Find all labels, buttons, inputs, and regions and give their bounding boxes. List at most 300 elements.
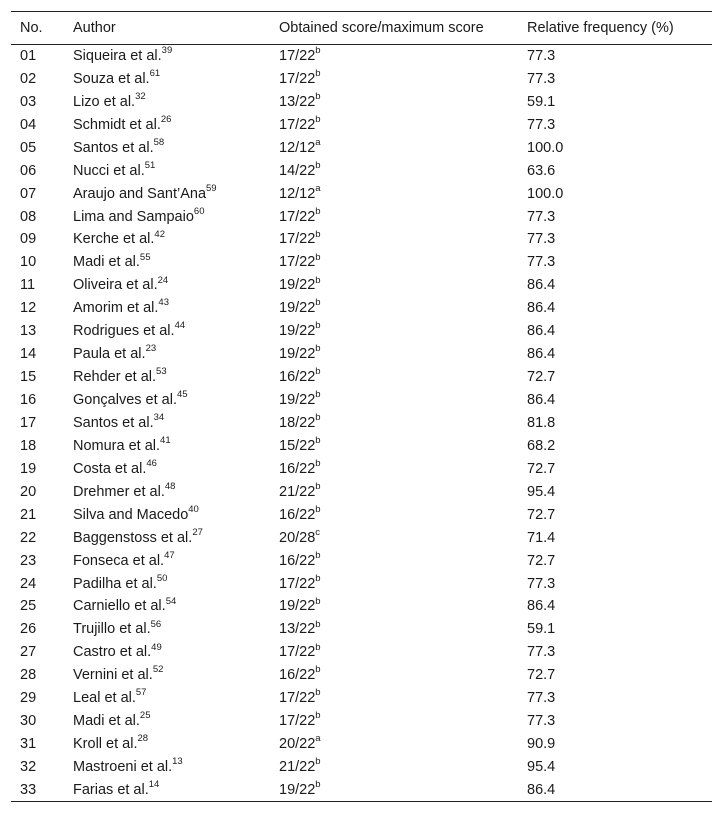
- author-name: Araujo and Sant’Ana: [73, 185, 207, 202]
- score-value: 19/22: [279, 392, 316, 409]
- score-value: 17/22: [279, 644, 316, 661]
- row-number: 15: [20, 369, 37, 386]
- author-name: Souza et al.: [73, 70, 150, 87]
- row-number: 32: [20, 759, 37, 776]
- score-footnote-mark: a: [315, 136, 321, 148]
- author-cell: [73, 343, 279, 366]
- score-footnote-mark: b: [315, 756, 321, 768]
- score-value: 19/22: [279, 781, 316, 798]
- score-cell: [279, 297, 527, 320]
- reference-number: 48: [164, 480, 176, 492]
- score-footnote-mark: a: [315, 733, 321, 745]
- author-cell: [73, 45, 279, 68]
- score-footnote-mark: b: [315, 113, 321, 125]
- score-value: 13/22: [279, 93, 316, 110]
- score-cell: [279, 733, 527, 756]
- table-row: [11, 366, 712, 389]
- author-cell: [73, 526, 279, 549]
- score-footnote-mark: b: [315, 205, 321, 217]
- author-cell: [73, 412, 279, 435]
- relative-frequency-cell: 72.7: [527, 506, 556, 523]
- row-number: 07: [20, 185, 37, 202]
- score-cell: [279, 113, 527, 136]
- row-number: 16: [20, 392, 37, 409]
- reference-number: 13: [172, 756, 183, 768]
- score-footnote-mark: b: [315, 480, 321, 492]
- relative-frequency-cell: 81.8: [527, 414, 556, 431]
- table-row: [11, 274, 712, 297]
- author-name: Kerche et al.: [73, 231, 155, 248]
- score-cell: [279, 664, 527, 687]
- table-row: [11, 45, 712, 68]
- author-cell: [73, 710, 279, 733]
- score-value: 17/22: [279, 70, 316, 87]
- relative-frequency-cell: 77.3: [527, 116, 556, 133]
- author-cell: [73, 113, 279, 136]
- relative-frequency-cell: 72.7: [527, 552, 556, 569]
- score-cell: [279, 67, 527, 90]
- score-footnote-mark: b: [315, 435, 321, 447]
- score-cell: [279, 90, 527, 113]
- score-value: 20/22: [279, 736, 316, 753]
- row-number: 19: [20, 460, 37, 477]
- author-name: Silva and Macedo: [73, 506, 189, 523]
- author-cell: [73, 90, 279, 113]
- row-number: 29: [20, 690, 37, 707]
- author-name: Rodrigues et al.: [73, 323, 175, 340]
- table-row: [11, 251, 712, 274]
- table-row: [11, 756, 712, 779]
- score-cell: [279, 45, 527, 68]
- score-cell: [279, 687, 527, 710]
- table-body: [11, 45, 712, 802]
- score-value: 12/12: [279, 139, 316, 156]
- author-cell: [73, 274, 279, 297]
- score-cell: [279, 412, 527, 435]
- table-row: [11, 618, 712, 641]
- table-row: [11, 595, 712, 618]
- table-row: [11, 320, 712, 343]
- score-footnote-mark: b: [315, 297, 321, 309]
- row-number: 14: [20, 346, 37, 363]
- row-number: 05: [20, 139, 37, 156]
- reference-number: 24: [157, 274, 169, 286]
- author-cell: [73, 297, 279, 320]
- table-row: [11, 503, 712, 526]
- author-cell: [73, 434, 279, 457]
- table-row: [11, 687, 712, 710]
- table-row: [11, 412, 712, 435]
- reference-number: 51: [144, 159, 156, 171]
- reference-number: 45: [176, 389, 188, 401]
- score-cell: [279, 274, 527, 297]
- relative-frequency-cell: 86.4: [527, 346, 556, 363]
- relative-frequency-cell: 59.1: [527, 93, 556, 110]
- table-row: [11, 343, 712, 366]
- author-name: Drehmer et al.: [73, 483, 165, 500]
- row-number: 17: [20, 414, 37, 431]
- table-row: [11, 90, 712, 113]
- score-cell: [279, 618, 527, 641]
- reference-number: 53: [156, 366, 167, 378]
- relative-frequency-cell: 77.3: [527, 48, 556, 65]
- score-cell: [279, 228, 527, 251]
- score-cell: [279, 457, 527, 480]
- row-number: 21: [20, 506, 37, 523]
- relative-frequency-cell: 77.3: [527, 231, 556, 248]
- quality-score-table: [11, 11, 712, 802]
- score-footnote-mark: b: [315, 572, 321, 584]
- score-footnote-mark: b: [315, 228, 321, 240]
- table-row: [11, 779, 712, 802]
- score-footnote-mark: b: [315, 45, 321, 57]
- table-row: [11, 733, 712, 756]
- author-name: Trujillo et al.: [73, 621, 151, 638]
- score-footnote-mark: b: [315, 595, 321, 607]
- author-cell: [73, 756, 279, 779]
- score-cell: [279, 182, 527, 205]
- author-name: Kroll et al.: [73, 736, 138, 753]
- score-footnote-mark: b: [315, 687, 321, 699]
- reference-number: 39: [161, 45, 173, 57]
- score-value: 16/22: [279, 369, 316, 386]
- author-cell: [73, 136, 279, 159]
- score-cell: [279, 549, 527, 572]
- relative-frequency-cell: 77.3: [527, 208, 556, 225]
- score-cell: [279, 779, 527, 802]
- relative-frequency-cell: 90.9: [527, 736, 556, 753]
- author-cell: [73, 480, 279, 503]
- score-footnote-mark: b: [315, 618, 321, 630]
- reference-number: 50: [156, 572, 168, 584]
- score-footnote-mark: b: [315, 778, 321, 790]
- table-row: [11, 228, 712, 251]
- relative-frequency-cell: 72.7: [527, 667, 556, 684]
- score-value: 20/28: [279, 529, 316, 546]
- score-value: 18/22: [279, 414, 316, 431]
- relative-frequency-cell: 72.7: [527, 369, 556, 386]
- header-row: [11, 12, 712, 45]
- row-number: 27: [20, 644, 37, 661]
- row-number: 02: [20, 70, 37, 87]
- table-row: [11, 113, 712, 136]
- author-name: Oliveira et al.: [73, 277, 158, 294]
- row-number: 23: [20, 552, 37, 569]
- score-value: 17/22: [279, 713, 316, 730]
- author-cell: [73, 205, 279, 228]
- table-row: [11, 641, 712, 664]
- author-cell: [73, 228, 279, 251]
- score-value: 14/22: [279, 162, 316, 179]
- relative-frequency-cell: 68.2: [527, 437, 556, 454]
- row-number: 26: [20, 621, 37, 638]
- author-cell: [73, 687, 279, 710]
- author-name: Leal et al.: [73, 690, 136, 707]
- row-number: 30: [20, 713, 37, 730]
- score-footnote-mark: b: [315, 664, 321, 676]
- author-cell: [73, 457, 279, 480]
- score-cell: [279, 343, 527, 366]
- author-cell: [73, 159, 279, 182]
- author-name: Farias et al.: [73, 781, 149, 798]
- table-row: [11, 457, 712, 480]
- row-number: 11: [20, 277, 36, 294]
- score-value: 17/22: [279, 208, 316, 225]
- row-number: 18: [20, 437, 37, 454]
- author-name: Mastroeni et al.: [73, 759, 173, 776]
- score-cell: [279, 572, 527, 595]
- relative-frequency-cell: 59.1: [527, 621, 556, 638]
- row-number: 13: [20, 323, 37, 340]
- relative-frequency-cell: 95.4: [527, 483, 556, 500]
- relative-frequency-cell: 100.0: [527, 185, 564, 202]
- reference-number: 47: [164, 549, 175, 561]
- score-footnote-mark: b: [315, 251, 321, 263]
- reference-number: 34: [153, 412, 165, 424]
- score-value: 12/12: [279, 185, 316, 202]
- score-footnote-mark: b: [315, 159, 321, 171]
- column-header-no: No.: [20, 20, 43, 36]
- score-cell: [279, 503, 527, 526]
- score-footnote-mark: b: [315, 389, 321, 401]
- score-value: 17/22: [279, 231, 316, 248]
- reference-number: 57: [135, 687, 147, 699]
- score-footnote-mark: b: [315, 549, 321, 561]
- row-number: 06: [20, 162, 37, 179]
- reference-number: 46: [146, 458, 157, 470]
- row-number: 33: [20, 781, 37, 798]
- score-footnote-mark: b: [315, 320, 321, 332]
- reference-number: 54: [165, 595, 177, 607]
- author-cell: [73, 779, 279, 802]
- relative-frequency-cell: 77.3: [527, 575, 556, 592]
- relative-frequency-cell: 72.7: [527, 460, 556, 477]
- score-cell: [279, 756, 527, 779]
- author-name: Madi et al.: [73, 254, 140, 271]
- relative-frequency-cell: 86.4: [527, 300, 556, 317]
- table-row: [11, 389, 712, 412]
- reference-number: 28: [137, 733, 149, 745]
- reference-number: 60: [193, 205, 205, 217]
- author-cell: [73, 733, 279, 756]
- table-row: [11, 664, 712, 687]
- row-number: 08: [20, 208, 37, 225]
- author-name: Lima and Sampaio: [73, 208, 194, 225]
- reference-number: 23: [145, 343, 157, 355]
- relative-frequency-cell: 95.4: [527, 759, 556, 776]
- score-cell: [279, 526, 527, 549]
- table-row: [11, 572, 712, 595]
- table-row: [11, 297, 712, 320]
- score-cell: [279, 320, 527, 343]
- score-value: 21/22: [279, 759, 316, 776]
- score-cell: [279, 480, 527, 503]
- author-name: Santos et al.: [73, 414, 154, 431]
- table-row: [11, 205, 712, 228]
- score-footnote-mark: c: [315, 526, 321, 538]
- author-name: Castro et al.: [73, 644, 152, 661]
- reference-number: 32: [135, 91, 146, 103]
- reference-number: 25: [139, 710, 151, 722]
- table-header: [11, 12, 712, 45]
- reference-number: 55: [139, 251, 151, 263]
- quality-score-table-container: [11, 11, 712, 802]
- relative-frequency-cell: 77.3: [527, 70, 556, 87]
- author-name: Siqueira et al.: [73, 48, 162, 65]
- author-cell: [73, 182, 279, 205]
- relative-frequency-cell: 100.0: [527, 139, 564, 156]
- author-cell: [73, 366, 279, 389]
- reference-number: 59: [206, 182, 217, 194]
- table-row: [11, 434, 712, 457]
- row-number: 25: [20, 598, 37, 615]
- score-cell: [279, 159, 527, 182]
- score-value: 16/22: [279, 506, 316, 523]
- relative-frequency-cell: 86.4: [527, 277, 556, 294]
- table-row: [11, 67, 712, 90]
- reference-number: 58: [153, 136, 165, 148]
- score-footnote-mark: b: [315, 412, 321, 424]
- author-name: Amorim et al.: [73, 300, 159, 317]
- author-cell: [73, 503, 279, 526]
- author-name: Gonçalves et al.: [73, 392, 177, 409]
- author-name: Costa et al.: [73, 460, 147, 477]
- reference-number: 43: [158, 297, 169, 309]
- relative-frequency-cell: 86.4: [527, 323, 556, 340]
- reference-number: 44: [174, 320, 186, 332]
- score-value: 17/22: [279, 575, 316, 592]
- relative-frequency-cell: 63.6: [527, 162, 556, 179]
- score-footnote-mark: a: [315, 182, 321, 194]
- score-value: 19/22: [279, 300, 316, 317]
- relative-frequency-cell: 86.4: [527, 598, 556, 615]
- table-row: [11, 549, 712, 572]
- table-row: [11, 526, 712, 549]
- reference-number: 42: [154, 228, 165, 240]
- score-cell: [279, 595, 527, 618]
- relative-frequency-cell: 77.3: [527, 644, 556, 661]
- author-cell: [73, 251, 279, 274]
- reference-number: 61: [149, 68, 161, 80]
- score-value: 16/22: [279, 552, 316, 569]
- author-name: Santos et al.: [73, 139, 154, 156]
- author-name: Nomura et al.: [73, 437, 161, 454]
- author-cell: [73, 664, 279, 687]
- score-footnote-mark: b: [315, 366, 321, 378]
- reference-number: 41: [160, 435, 171, 447]
- row-number: 04: [20, 116, 37, 133]
- score-value: 17/22: [279, 116, 316, 133]
- reference-number: 49: [151, 641, 162, 653]
- table-row: [11, 480, 712, 503]
- table-row: [11, 182, 712, 205]
- score-value: 19/22: [279, 346, 316, 363]
- column-header-score: Obtained score/maximum score: [279, 20, 484, 36]
- author-cell: [73, 549, 279, 572]
- score-footnote-mark: b: [315, 91, 321, 103]
- table-row: [11, 710, 712, 733]
- author-cell: [73, 572, 279, 595]
- author-name: Lizo et al.: [73, 93, 136, 110]
- score-value: 17/22: [279, 690, 316, 707]
- score-footnote-mark: b: [315, 503, 321, 515]
- score-cell: [279, 389, 527, 412]
- row-number: 20: [20, 483, 37, 500]
- author-name: Carniello et al.: [73, 598, 166, 615]
- author-cell: [73, 618, 279, 641]
- score-footnote-mark: b: [315, 458, 321, 470]
- score-cell: [279, 251, 527, 274]
- row-number: 01: [20, 48, 37, 65]
- relative-frequency-cell: 77.3: [527, 254, 556, 271]
- row-number: 10: [20, 254, 37, 271]
- author-cell: [73, 320, 279, 343]
- score-value: 17/22: [279, 48, 316, 65]
- column-header-relative-frequency: Relative frequency (%): [527, 20, 674, 36]
- score-value: 21/22: [279, 483, 316, 500]
- score-footnote-mark: b: [315, 710, 321, 722]
- reference-number: 56: [150, 618, 162, 630]
- author-name: Rehder et al.: [73, 369, 157, 386]
- reference-number: 40: [188, 503, 199, 515]
- score-footnote-mark: b: [315, 274, 321, 286]
- author-cell: [73, 595, 279, 618]
- reference-number: 27: [192, 526, 203, 538]
- score-cell: [279, 710, 527, 733]
- score-value: 19/22: [279, 323, 316, 340]
- table-row: [11, 159, 712, 182]
- relative-frequency-cell: 71.4: [527, 529, 556, 546]
- author-name: Nucci et al.: [73, 162, 145, 179]
- row-number: 09: [20, 231, 37, 248]
- author-cell: [73, 641, 279, 664]
- score-value: 15/22: [279, 437, 316, 454]
- author-name: Paula et al.: [73, 346, 146, 363]
- score-cell: [279, 136, 527, 159]
- score-cell: [279, 434, 527, 457]
- score-footnote-mark: b: [315, 68, 321, 80]
- row-number: 12: [20, 300, 37, 317]
- score-footnote-mark: b: [315, 641, 321, 653]
- table-row: [11, 136, 712, 159]
- author-name: Baggenstoss et al.: [73, 529, 193, 546]
- relative-frequency-cell: 86.4: [527, 392, 556, 409]
- score-value: 19/22: [279, 598, 316, 615]
- score-value: 19/22: [279, 277, 316, 294]
- relative-frequency-cell: 77.3: [527, 713, 556, 730]
- relative-frequency-cell: 86.4: [527, 781, 556, 798]
- column-header-author: Author: [73, 20, 116, 36]
- author-name: Madi et al.: [73, 713, 140, 730]
- score-value: 13/22: [279, 621, 316, 638]
- reference-number: 14: [148, 778, 160, 790]
- row-number: 24: [20, 575, 37, 592]
- author-name: Padilha et al.: [73, 575, 157, 592]
- row-number: 28: [20, 667, 37, 684]
- author-name: Schmidt et al.: [73, 116, 161, 133]
- score-value: 16/22: [279, 667, 316, 684]
- author-cell: [73, 389, 279, 412]
- row-number: 31: [20, 736, 37, 753]
- reference-number: 52: [152, 664, 164, 676]
- author-name: Vernini et al.: [73, 667, 153, 684]
- score-cell: [279, 641, 527, 664]
- score-value: 17/22: [279, 254, 316, 271]
- relative-frequency-cell: 77.3: [527, 690, 556, 707]
- author-name: Fonseca et al.: [73, 552, 165, 569]
- row-number: 22: [20, 529, 37, 546]
- score-value: 16/22: [279, 460, 316, 477]
